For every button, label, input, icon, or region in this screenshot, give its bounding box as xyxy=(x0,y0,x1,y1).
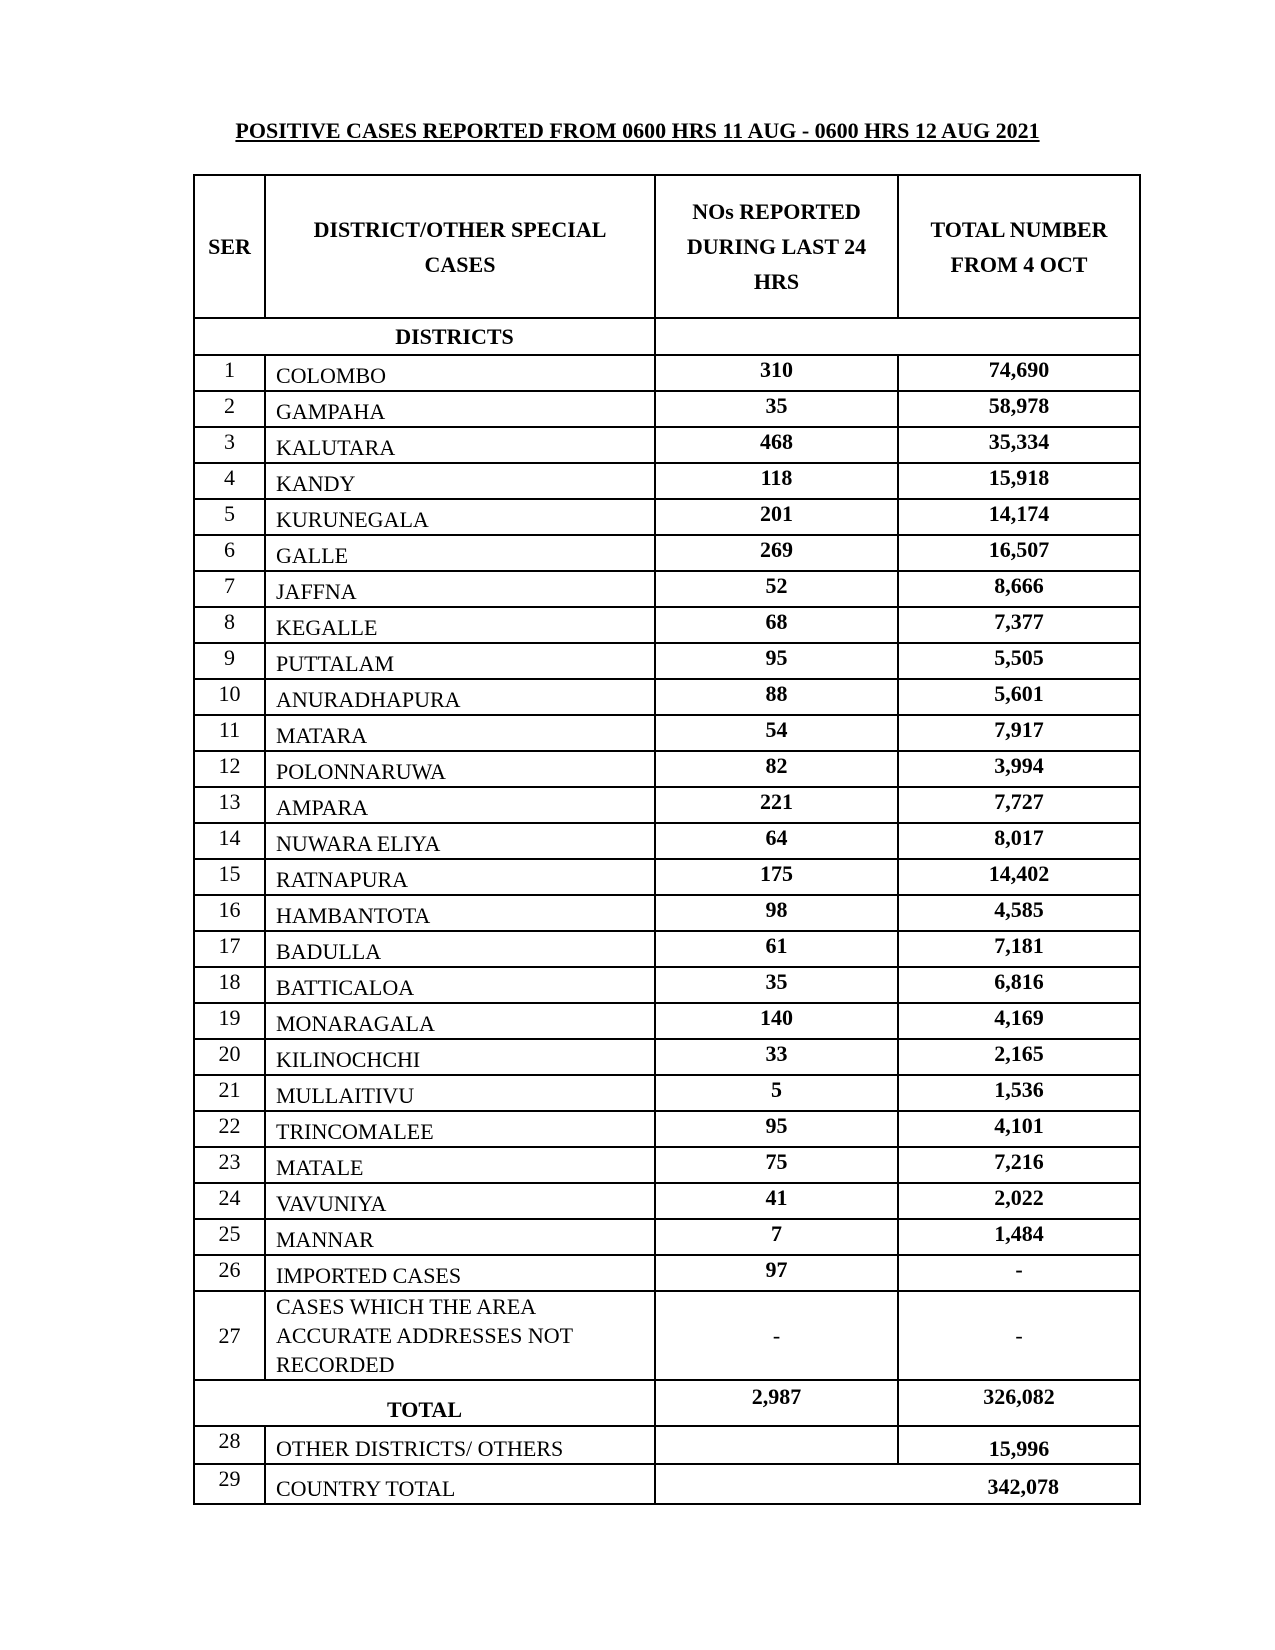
header-total xyxy=(898,175,1140,318)
row-reported-count: 61 xyxy=(655,931,898,967)
row-district-name xyxy=(265,1291,655,1380)
row-reported-count: 95 xyxy=(655,1111,898,1147)
row-ser: 15 xyxy=(194,859,265,895)
row-total-count: 14,174 xyxy=(898,499,1140,535)
row-ser: 16 xyxy=(194,895,265,931)
row-total-count: 1,484 xyxy=(898,1219,1140,1255)
row-total-count: 2,022 xyxy=(898,1183,1140,1219)
table-row xyxy=(194,895,1140,931)
row-reported-count: 269 xyxy=(655,535,898,571)
table-row xyxy=(194,499,1140,535)
row-total-count: 4,585 xyxy=(898,895,1140,931)
table-row xyxy=(194,427,1140,463)
row-reported-count: - xyxy=(655,1291,898,1380)
row-district-name: BADULLA xyxy=(265,931,655,967)
row-district-name: MULLAITIVU xyxy=(265,1075,655,1111)
row-total-count: 2,165 xyxy=(898,1039,1140,1075)
row-reported-count: 7 xyxy=(655,1219,898,1255)
row-reported-empty xyxy=(655,1426,898,1464)
table-row xyxy=(194,535,1140,571)
table-header-row xyxy=(194,175,1140,318)
row-ser: 8 xyxy=(194,607,265,643)
row-ser: 22 xyxy=(194,1111,265,1147)
row-reported-count: 54 xyxy=(655,715,898,751)
row-reported-count: 118 xyxy=(655,463,898,499)
row-reported-count: 201 xyxy=(655,499,898,535)
row-total-count: 7,727 xyxy=(898,787,1140,823)
row-district-name: IMPORTED CASES xyxy=(265,1255,655,1291)
row-ser: 5 xyxy=(194,499,265,535)
row-ser: 1 xyxy=(194,355,265,391)
row-district-name: HAMBANTOTA xyxy=(265,895,655,931)
row-total-count: - xyxy=(898,1291,1140,1380)
table-row-other-districts xyxy=(194,1426,1140,1464)
row-ser: 9 xyxy=(194,643,265,679)
row-total-count: 8,666 xyxy=(898,571,1140,607)
row-district-name: KALUTARA xyxy=(265,427,655,463)
table-row xyxy=(194,391,1140,427)
row-ser: 18 xyxy=(194,967,265,1003)
row-ser: 25 xyxy=(194,1219,265,1255)
row-ser: 14 xyxy=(194,823,265,859)
table-row xyxy=(194,1075,1140,1111)
row-total-count: 7,377 xyxy=(898,607,1140,643)
table-row xyxy=(194,463,1140,499)
total-count: 326,082 xyxy=(898,1380,1140,1426)
cases-table xyxy=(193,174,1141,1505)
table-row xyxy=(194,607,1140,643)
row-reported-count: 310 xyxy=(655,355,898,391)
row-total-count: 14,402 xyxy=(898,859,1140,895)
section-empty-cell xyxy=(655,318,1140,355)
row-district-name: TRINCOMALEE xyxy=(265,1111,655,1147)
row-reported-count: 52 xyxy=(655,571,898,607)
row-ser: 20 xyxy=(194,1039,265,1075)
table-body xyxy=(194,318,1140,1504)
row-total-count: 5,505 xyxy=(898,643,1140,679)
row-ser: 23 xyxy=(194,1147,265,1183)
row-ser: 28 xyxy=(194,1426,265,1464)
row-total-count: 3,994 xyxy=(898,751,1140,787)
header-district-text: DISTRICT/OTHER SPECIAL CASES xyxy=(313,216,607,277)
row-district-name: KEGALLE xyxy=(265,607,655,643)
row-district-name: MATALE xyxy=(265,1147,655,1183)
table-row xyxy=(194,679,1140,715)
row-reported-count: 64 xyxy=(655,823,898,859)
total-label: TOTAL xyxy=(194,1380,655,1426)
row-ser: 29 xyxy=(194,1464,265,1504)
row-total-count: - xyxy=(898,1255,1140,1291)
row-district-name: BATTICALOA xyxy=(265,967,655,1003)
row-total-count: 7,917 xyxy=(898,715,1140,751)
row-ser: 21 xyxy=(194,1075,265,1111)
table-row xyxy=(194,1183,1140,1219)
row-district-name: GALLE xyxy=(265,535,655,571)
row-district-name: RATNAPURA xyxy=(265,859,655,895)
row-district-name: MONARAGALA xyxy=(265,1003,655,1039)
row-district-name: KANDY xyxy=(265,463,655,499)
table-row xyxy=(194,931,1140,967)
row-total-count: 15,918 xyxy=(898,463,1140,499)
row-ser: 6 xyxy=(194,535,265,571)
row-reported-count: 221 xyxy=(655,787,898,823)
table-row xyxy=(194,787,1140,823)
row-name-line: RECORDED xyxy=(276,1352,395,1377)
row-reported-count: 95 xyxy=(655,643,898,679)
table-row xyxy=(194,967,1140,1003)
row-district-name: KURUNEGALA xyxy=(265,499,655,535)
row-reported-count: 98 xyxy=(655,895,898,931)
table-row-country-total xyxy=(194,1464,1140,1504)
row-district-name: PUTTALAM xyxy=(265,643,655,679)
row-ser: 27 xyxy=(194,1291,265,1380)
row-ser: 3 xyxy=(194,427,265,463)
row-total-count: 8,017 xyxy=(898,823,1140,859)
table-row xyxy=(194,1039,1140,1075)
row-district-name: NUWARA ELIYA xyxy=(265,823,655,859)
row-district-name: OTHER DISTRICTS/ OTHERS xyxy=(265,1426,655,1464)
table-row xyxy=(194,1219,1140,1255)
row-reported-count: 468 xyxy=(655,427,898,463)
row-ser: 13 xyxy=(194,787,265,823)
row-reported-count: 175 xyxy=(655,859,898,895)
row-total-count: 1,536 xyxy=(898,1075,1140,1111)
row-district-name: VAVUNIYA xyxy=(265,1183,655,1219)
row-reported-count: 5 xyxy=(655,1075,898,1111)
table-row xyxy=(194,643,1140,679)
row-reported-count: 97 xyxy=(655,1255,898,1291)
row-ser: 26 xyxy=(194,1255,265,1291)
row-reported-count: 33 xyxy=(655,1039,898,1075)
total-reported: 2,987 xyxy=(655,1380,898,1426)
row-ser: 24 xyxy=(194,1183,265,1219)
row-reported-count: 35 xyxy=(655,391,898,427)
row-district-name: POLONNARUWA xyxy=(265,751,655,787)
table-row xyxy=(194,1255,1140,1291)
row-district-name: JAFFNA xyxy=(265,571,655,607)
row-total-count: 16,507 xyxy=(898,535,1140,571)
row-district-name: GAMPAHA xyxy=(265,391,655,427)
table-row xyxy=(194,715,1140,751)
row-district-name: COUNTRY TOTAL xyxy=(265,1464,655,1504)
row-reported-count: 88 xyxy=(655,679,898,715)
table-row xyxy=(194,751,1140,787)
row-reported-count: 75 xyxy=(655,1147,898,1183)
document-title-text: POSITIVE CASES REPORTED FROM 0600 HRS 11 AUG - 0600 HRS 12 AUG 2021 xyxy=(235,118,1040,143)
row-ser: 12 xyxy=(194,751,265,787)
row-total-count: 6,816 xyxy=(898,967,1140,1003)
table-row xyxy=(194,823,1140,859)
row-district-name: MATARA xyxy=(265,715,655,751)
table-row xyxy=(194,355,1140,391)
row-district-name: MANNAR xyxy=(265,1219,655,1255)
row-district-name: COLOMBO xyxy=(265,355,655,391)
row-total-count: 35,334 xyxy=(898,427,1140,463)
row-ser: 7 xyxy=(194,571,265,607)
table-row xyxy=(194,1111,1140,1147)
table-row xyxy=(194,571,1140,607)
document-title xyxy=(0,118,1275,144)
row-total-count: 15,996 xyxy=(898,1426,1140,1464)
row-district-name: KILINOCHCHI xyxy=(265,1039,655,1075)
row-ser: 4 xyxy=(194,463,265,499)
row-ser: 10 xyxy=(194,679,265,715)
row-total-count: 7,216 xyxy=(898,1147,1140,1183)
row-ser: 11 xyxy=(194,715,265,751)
row-ser: 17 xyxy=(194,931,265,967)
row-total-count: 5,601 xyxy=(898,679,1140,715)
row-district-name: AMPARA xyxy=(265,787,655,823)
header-total-text: TOTAL NUMBER FROM 4 OCT xyxy=(930,216,1108,277)
row-reported-count: 82 xyxy=(655,751,898,787)
table-row xyxy=(194,1003,1140,1039)
table-row xyxy=(194,859,1140,895)
country-total-count: 342,078 xyxy=(655,1464,1140,1504)
header-ser: SER xyxy=(194,175,265,318)
header-reported xyxy=(655,175,898,318)
row-total-count: 4,169 xyxy=(898,1003,1140,1039)
row-name-line: CASES WHICH THE AREA xyxy=(276,1294,537,1319)
table-row-unrecorded xyxy=(194,1291,1140,1380)
row-total-count: 58,978 xyxy=(898,391,1140,427)
row-reported-count: 35 xyxy=(655,967,898,1003)
header-district xyxy=(265,175,655,318)
row-reported-count: 41 xyxy=(655,1183,898,1219)
row-total-count: 7,181 xyxy=(898,931,1140,967)
row-ser: 19 xyxy=(194,1003,265,1039)
row-reported-count: 140 xyxy=(655,1003,898,1039)
header-reported-text: NOs REPORTED DURING LAST 24 HRS xyxy=(686,199,867,294)
row-district-name: ANURADHAPURA xyxy=(265,679,655,715)
row-reported-count: 68 xyxy=(655,607,898,643)
row-total-count: 4,101 xyxy=(898,1111,1140,1147)
table-row xyxy=(194,1147,1140,1183)
row-name-line: ACCURATE ADDRESSES NOT xyxy=(276,1323,574,1348)
section-label: DISTRICTS xyxy=(194,318,655,355)
row-ser: 2 xyxy=(194,391,265,427)
section-row-districts xyxy=(194,318,1140,355)
total-row xyxy=(194,1380,1140,1426)
row-total-count: 74,690 xyxy=(898,355,1140,391)
